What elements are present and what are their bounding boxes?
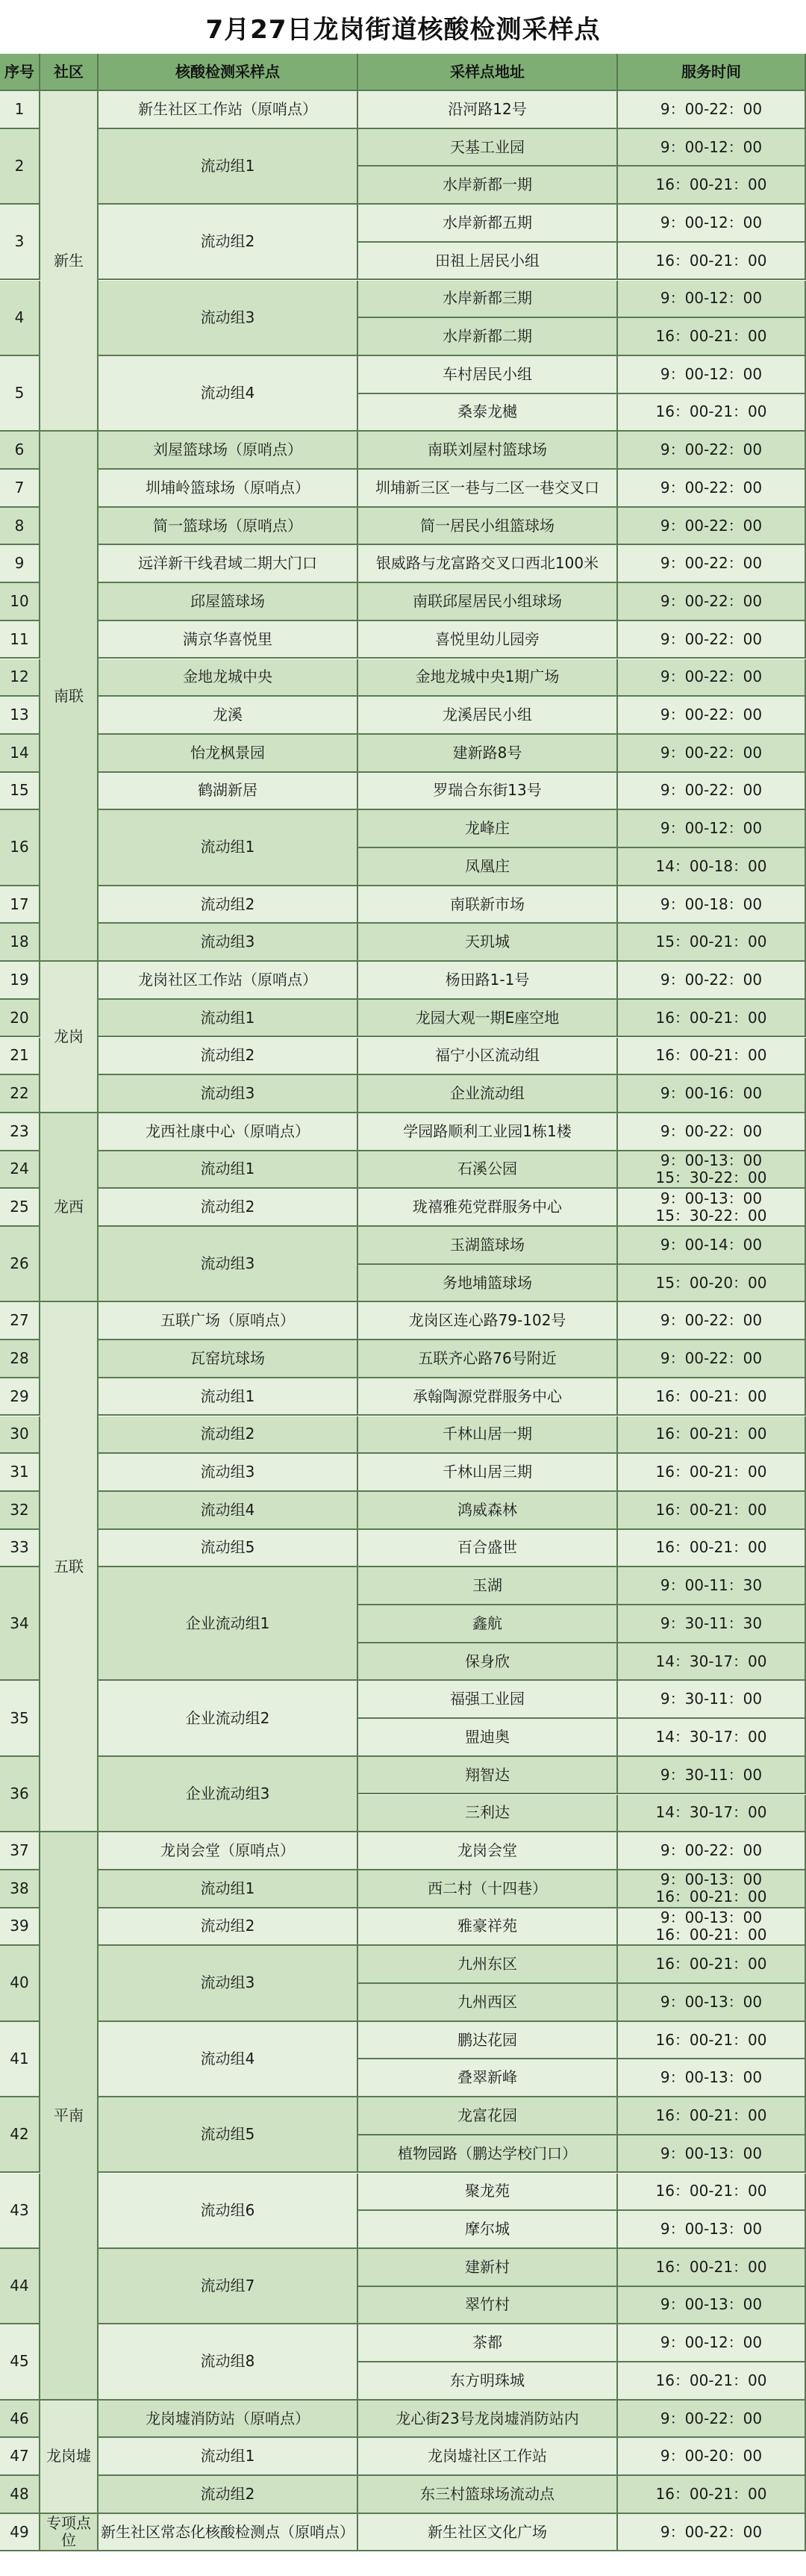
sampling-site: 企业流动组1 (99, 1567, 358, 1681)
row-number: 38 (0, 1870, 40, 1908)
service-time: 9：00-16：00 (618, 1075, 806, 1113)
page-title: 7月27日龙岗街道核酸检测采样点 (205, 14, 601, 45)
service-time: 9：00-22：00 (618, 1302, 806, 1340)
site-address: 南联新市场 (358, 886, 618, 924)
community-name: 龙岗墟 (40, 2401, 99, 2514)
row-number: 7 (0, 470, 40, 508)
sampling-site: 流动组3 (99, 1227, 358, 1302)
service-time: 16：00-21：00 (618, 1454, 806, 1492)
service-time: 9：00-13：00 16：00-21：00 (618, 1908, 806, 1947)
service-time: 16：00-21：00 (618, 2249, 806, 2287)
sampling-table (0, 54, 806, 2576)
service-time: 9：00-22：00 (618, 432, 806, 470)
sampling-site: 远洋新干线君域二期大门口 (99, 545, 358, 583)
site-address: 龙溪居民小组 (358, 697, 618, 735)
site-address: 龙岗区连心路79-102号 (358, 1302, 618, 1340)
service-time: 9：00-22：00 (618, 91, 806, 129)
sampling-site: 流动组1 (99, 1378, 358, 1416)
row-number: 45 (0, 2324, 40, 2400)
service-time: 9：00-12：00 (618, 2324, 806, 2362)
site-address: 五联齐心路76号附近 (358, 1340, 618, 1378)
site-address: 鑫航 (358, 1605, 618, 1643)
row-number: 37 (0, 1832, 40, 1870)
sampling-site: 流动组3 (99, 1946, 358, 2021)
service-time: 9：00-13：00 15：30-22：00 (618, 1189, 806, 1227)
site-address: 千林山居一期 (358, 1416, 618, 1455)
service-time: 9：00-22：00 (618, 773, 806, 811)
site-address: 翔智达 (358, 1757, 618, 1795)
service-time: 14：30-17：00 (618, 1643, 806, 1681)
row-number: 44 (0, 2249, 40, 2324)
service-time: 9：00-13：00 16：00-21：00 (618, 1870, 806, 1908)
service-time: 9：30-11：30 (618, 1605, 806, 1643)
service-time: 9：30-11：00 (618, 1757, 806, 1795)
site-address: 福宁小区流动组 (358, 1038, 618, 1076)
service-time: 9：00-22：00 (618, 1113, 806, 1151)
site-address: 银威路与龙富路交叉口西北100米 (358, 545, 618, 583)
sampling-site: 流动组1 (99, 1000, 358, 1038)
row-number: 9 (0, 545, 40, 583)
service-time: 9：00-12：00 (618, 810, 806, 848)
row-number: 14 (0, 735, 40, 773)
service-time: 16：00-21：00 (618, 2174, 806, 2212)
row-number: 28 (0, 1340, 40, 1378)
row-number: 35 (0, 1681, 40, 1756)
service-time: 9：00-22：00 (618, 621, 806, 659)
service-time: 15：00-20：00 (618, 1265, 806, 1303)
service-time: 9：00-11：30 (618, 1567, 806, 1605)
row-number: 20 (0, 1000, 40, 1038)
sampling-site: 流动组1 (99, 2438, 358, 2476)
row-number: 10 (0, 583, 40, 621)
sampling-site: 流动组3 (99, 1454, 358, 1492)
sampling-site: 龙岗社区工作站（原哨点） (99, 962, 358, 1000)
sampling-site: 流动组1 (99, 810, 358, 886)
site-address: 建新村 (358, 2249, 618, 2287)
row-number: 26 (0, 1227, 40, 1302)
site-address: 龙岗会堂 (358, 1832, 618, 1870)
site-address: 水岸新都五期 (358, 205, 618, 243)
service-time: 16：00-21：00 (618, 1946, 806, 1984)
col-header-no: 序号 (0, 54, 40, 91)
site-address: 千林山居三期 (358, 1454, 618, 1492)
site-address: 叠翠新峰 (358, 2059, 618, 2097)
sampling-site: 企业流动组3 (99, 1757, 358, 1832)
row-number: 32 (0, 1492, 40, 1530)
service-time: 9：00-22：00 (618, 545, 806, 583)
service-time: 9：00-13：00 (618, 2211, 806, 2249)
service-time: 14：30-17：00 (618, 1795, 806, 1833)
row-number: 4 (0, 281, 40, 356)
site-address: 水岸新都一期 (358, 167, 618, 205)
service-time: 16：00-21：00 (618, 2097, 806, 2135)
service-time: 16：00-21：00 (618, 1038, 806, 1076)
row-number: 23 (0, 1113, 40, 1151)
row-number: 6 (0, 432, 40, 470)
sampling-site: 流动组2 (99, 2476, 358, 2514)
site-address: 百合盛世 (358, 1530, 618, 1568)
community-name: 五联 (40, 1302, 99, 1832)
row-number: 8 (0, 508, 40, 546)
sampling-site: 流动组2 (99, 1908, 358, 1947)
row-number: 18 (0, 924, 40, 962)
service-time: 9：00-22：00 (618, 470, 806, 508)
site-address: 企业流动组 (358, 1075, 618, 1113)
service-time: 9：00-22：00 (618, 1832, 806, 1870)
site-address: 田祖上居民小组 (358, 243, 618, 281)
service-time: 9：00-13：00 (618, 1984, 806, 2022)
sampling-site: 龙溪 (99, 697, 358, 735)
site-address: 龙富花园 (358, 2097, 618, 2135)
row-number: 15 (0, 773, 40, 811)
site-address: 龙园大观一期E座空地 (358, 1000, 618, 1038)
row-number: 36 (0, 1757, 40, 1832)
row-number: 1 (0, 91, 40, 129)
service-time: 9：00-22：00 (618, 697, 806, 735)
community-name: 新生 (40, 91, 99, 432)
sampling-site: 流动组7 (99, 2249, 358, 2324)
community-name: 南联 (40, 432, 99, 962)
site-address: 圳埔新三区一巷与二区一巷交叉口 (358, 470, 618, 508)
service-time: 9：00-22：00 (618, 508, 806, 546)
service-time: 16：00-21：00 (618, 1530, 806, 1568)
sampling-site: 流动组2 (99, 1038, 358, 1076)
site-address: 学园路顺利工业园1栋1楼 (358, 1113, 618, 1151)
col-header-address: 采样点地址 (358, 54, 618, 91)
site-address: 鸿威森林 (358, 1492, 618, 1530)
site-address: 保身欣 (358, 1643, 618, 1681)
row-number: 13 (0, 697, 40, 735)
service-time: 16：00-21：00 (618, 243, 806, 281)
site-address: 沿河路12号 (358, 91, 618, 129)
sampling-site: 流动组4 (99, 1492, 358, 1530)
site-address: 建新路8号 (358, 735, 618, 773)
community-name: 龙西 (40, 1113, 99, 1303)
service-time: 9：00-12：00 (618, 281, 806, 319)
sampling-site: 新生社区常态化核酸检测点（原哨点） (99, 2514, 358, 2552)
service-time: 16：00-21：00 (618, 318, 806, 356)
service-time: 16：00-21：00 (618, 2362, 806, 2401)
service-time: 9：00-12：00 (618, 129, 806, 167)
row-number: 49 (0, 2514, 40, 2552)
col-header-time: 服务时间 (618, 54, 806, 91)
sampling-site: 流动组2 (99, 205, 358, 280)
sampling-site: 新生社区工作站（原哨点） (99, 91, 358, 129)
sampling-site: 怡龙枫景园 (99, 735, 358, 773)
community-name: 龙岗 (40, 962, 99, 1113)
service-time: 9：00-13：00 (618, 2135, 806, 2174)
row-number: 39 (0, 1908, 40, 1947)
sampling-site: 金地龙城中央 (99, 659, 358, 697)
site-address: 南联刘屋村篮球场 (358, 432, 618, 470)
service-time: 9：00-18：00 (618, 886, 806, 924)
site-address: 聚龙苑 (358, 2174, 618, 2212)
service-time: 14：30-17：00 (618, 1719, 806, 1757)
service-time: 16：00-21：00 (618, 2476, 806, 2514)
site-address: 龙峰庄 (358, 810, 618, 848)
site-address: 水岸新都三期 (358, 281, 618, 319)
row-number: 29 (0, 1378, 40, 1416)
community-name: 平南 (40, 1832, 99, 2401)
row-number: 25 (0, 1189, 40, 1227)
service-time: 16：00-21：00 (618, 1000, 806, 1038)
sampling-site: 龙岗墟消防站（原哨点） (99, 2401, 358, 2439)
sampling-site: 流动组2 (99, 886, 358, 924)
service-time: 9：00-22：00 (618, 2401, 806, 2439)
row-number: 3 (0, 205, 40, 280)
row-number: 47 (0, 2438, 40, 2476)
sampling-site: 五联广场（原哨点） (99, 1302, 358, 1340)
site-address: 喜悦里幼儿园旁 (358, 621, 618, 659)
service-time: 15：00-21：00 (618, 924, 806, 962)
row-number: 24 (0, 1151, 40, 1189)
site-address: 摩尔城 (358, 2211, 618, 2249)
sampling-site: 流动组4 (99, 2022, 358, 2097)
row-number: 22 (0, 1075, 40, 1113)
sampling-site: 流动组3 (99, 1075, 358, 1113)
row-number: 34 (0, 1567, 40, 1681)
site-address: 承翰陶源党群服务中心 (358, 1378, 618, 1416)
site-address: 新生社区文化广场 (358, 2514, 618, 2552)
site-address: 简一居民小组篮球场 (358, 508, 618, 546)
row-number: 11 (0, 621, 40, 659)
site-address: 杨田路1-1号 (358, 962, 618, 1000)
row-number: 42 (0, 2097, 40, 2173)
site-address: 玉湖 (358, 1567, 618, 1605)
service-time: 9：00-22：00 (618, 2514, 806, 2552)
sampling-site: 龙岗会堂（原哨点） (99, 1832, 358, 1870)
row-number: 2 (0, 129, 40, 205)
row-number: 27 (0, 1302, 40, 1340)
row-number: 43 (0, 2174, 40, 2249)
service-time: 9：00-22：00 (618, 735, 806, 773)
sampling-site: 龙西社康中心（原哨点） (99, 1113, 358, 1151)
service-time: 16：00-21：00 (618, 167, 806, 205)
site-address: 福强工业园 (358, 1681, 618, 1719)
col-header-site: 核酸检测采样点 (99, 54, 358, 91)
site-address: 三利达 (358, 1795, 618, 1833)
service-time: 16：00-21：00 (618, 2022, 806, 2060)
sampling-site: 流动组3 (99, 281, 358, 356)
row-number: 17 (0, 886, 40, 924)
service-time: 9：00-13：00 (618, 2287, 806, 2325)
sampling-site: 流动组5 (99, 2097, 358, 2173)
service-time: 14：00-18：00 (618, 848, 806, 886)
row-number: 16 (0, 810, 40, 886)
site-address: 务地埔篮球场 (358, 1265, 618, 1303)
service-time: 16：00-21：00 (618, 394, 806, 432)
site-address: 车村居民小组 (358, 356, 618, 394)
sampling-site: 圳埔岭篮球场（原哨点） (99, 470, 358, 508)
sampling-site: 流动组5 (99, 1530, 358, 1568)
site-address: 天玑城 (358, 924, 618, 962)
sampling-site: 流动组2 (99, 1189, 358, 1227)
site-address: 雅豪祥苑 (358, 1908, 618, 1947)
site-address: 桑泰龙樾 (358, 394, 618, 432)
row-number: 31 (0, 1454, 40, 1492)
sampling-site: 流动组6 (99, 2174, 358, 2249)
sampling-site: 满京华喜悦里 (99, 621, 358, 659)
site-address: 茶都 (358, 2324, 618, 2362)
site-address: 东方明珠城 (358, 2362, 618, 2401)
sampling-site: 流动组2 (99, 1416, 358, 1455)
row-number: 19 (0, 962, 40, 1000)
site-address: 金地龙城中央1期广场 (358, 659, 618, 697)
service-time: 9：00-13：00 15：30-22：00 (618, 1151, 806, 1189)
site-address: 天基工业园 (358, 129, 618, 167)
row-number: 48 (0, 2476, 40, 2514)
site-address: 西二村（十四巷） (358, 1870, 618, 1908)
service-time: 16：00-21：00 (618, 1416, 806, 1455)
site-address: 玉湖篮球场 (358, 1227, 618, 1265)
site-address: 龙岗墟社区工作站 (358, 2438, 618, 2476)
community-name: 专项点位 (40, 2514, 99, 2552)
service-time: 16：00-21：00 (618, 1378, 806, 1416)
site-address: 盟迪奥 (358, 1719, 618, 1757)
row-number: 30 (0, 1416, 40, 1455)
service-time: 9：00-20：00 (618, 2438, 806, 2476)
sampling-site: 流动组1 (99, 1151, 358, 1189)
row-number: 21 (0, 1038, 40, 1076)
sampling-site: 流动组3 (99, 924, 358, 962)
site-address: 石溪公园 (358, 1151, 618, 1189)
site-address: 九州东区 (358, 1946, 618, 1984)
row-number: 33 (0, 1530, 40, 1568)
service-time: 9：30-11：00 (618, 1681, 806, 1719)
sampling-site: 简一篮球场（原哨点） (99, 508, 358, 546)
site-address: 龙心街23号龙岗墟消防站内 (358, 2401, 618, 2439)
sampling-site: 瓦窑坑球场 (99, 1340, 358, 1378)
sampling-site: 邱屋篮球场 (99, 583, 358, 621)
site-address: 南联邱屋居民小组球场 (358, 583, 618, 621)
site-address: 翠竹村 (358, 2287, 618, 2325)
row-number: 12 (0, 659, 40, 697)
site-address: 凤凰庄 (358, 848, 618, 886)
service-time: 9：00-22：00 (618, 962, 806, 1000)
row-number: 41 (0, 2022, 40, 2097)
sampling-site: 流动组1 (99, 129, 358, 205)
sampling-site: 流动组4 (99, 356, 358, 432)
col-header-community: 社区 (40, 54, 99, 91)
site-address: 珑禧雅苑党群服务中心 (358, 1189, 618, 1227)
service-time: 16：00-21：00 (618, 1492, 806, 1530)
sampling-site: 鹤湖新居 (99, 773, 358, 811)
site-address: 东三村篮球场流动点 (358, 2476, 618, 2514)
sampling-site: 刘屋篮球场（原哨点） (99, 432, 358, 470)
service-time: 9：00-14：00 (618, 1227, 806, 1265)
service-time: 9：00-12：00 (618, 205, 806, 243)
service-time: 9：00-12：00 (618, 356, 806, 394)
site-address: 九州西区 (358, 1984, 618, 2022)
site-address: 罗瑞合东街13号 (358, 773, 618, 811)
site-address: 鹏达花园 (358, 2022, 618, 2060)
site-address: 植物园路（鹏达学校门口） (358, 2135, 618, 2174)
service-time: 9：00-22：00 (618, 583, 806, 621)
sampling-site: 流动组1 (99, 1870, 358, 1908)
sampling-site: 流动组8 (99, 2324, 358, 2400)
row-number: 46 (0, 2401, 40, 2439)
row-number: 5 (0, 356, 40, 432)
sampling-site: 企业流动组2 (99, 1681, 358, 1756)
service-time: 9：00-22：00 (618, 1340, 806, 1378)
service-time: 9：00-13：00 (618, 2059, 806, 2097)
service-time: 9：00-22：00 (618, 659, 806, 697)
site-address: 水岸新都二期 (358, 318, 618, 356)
row-number: 40 (0, 1946, 40, 2021)
